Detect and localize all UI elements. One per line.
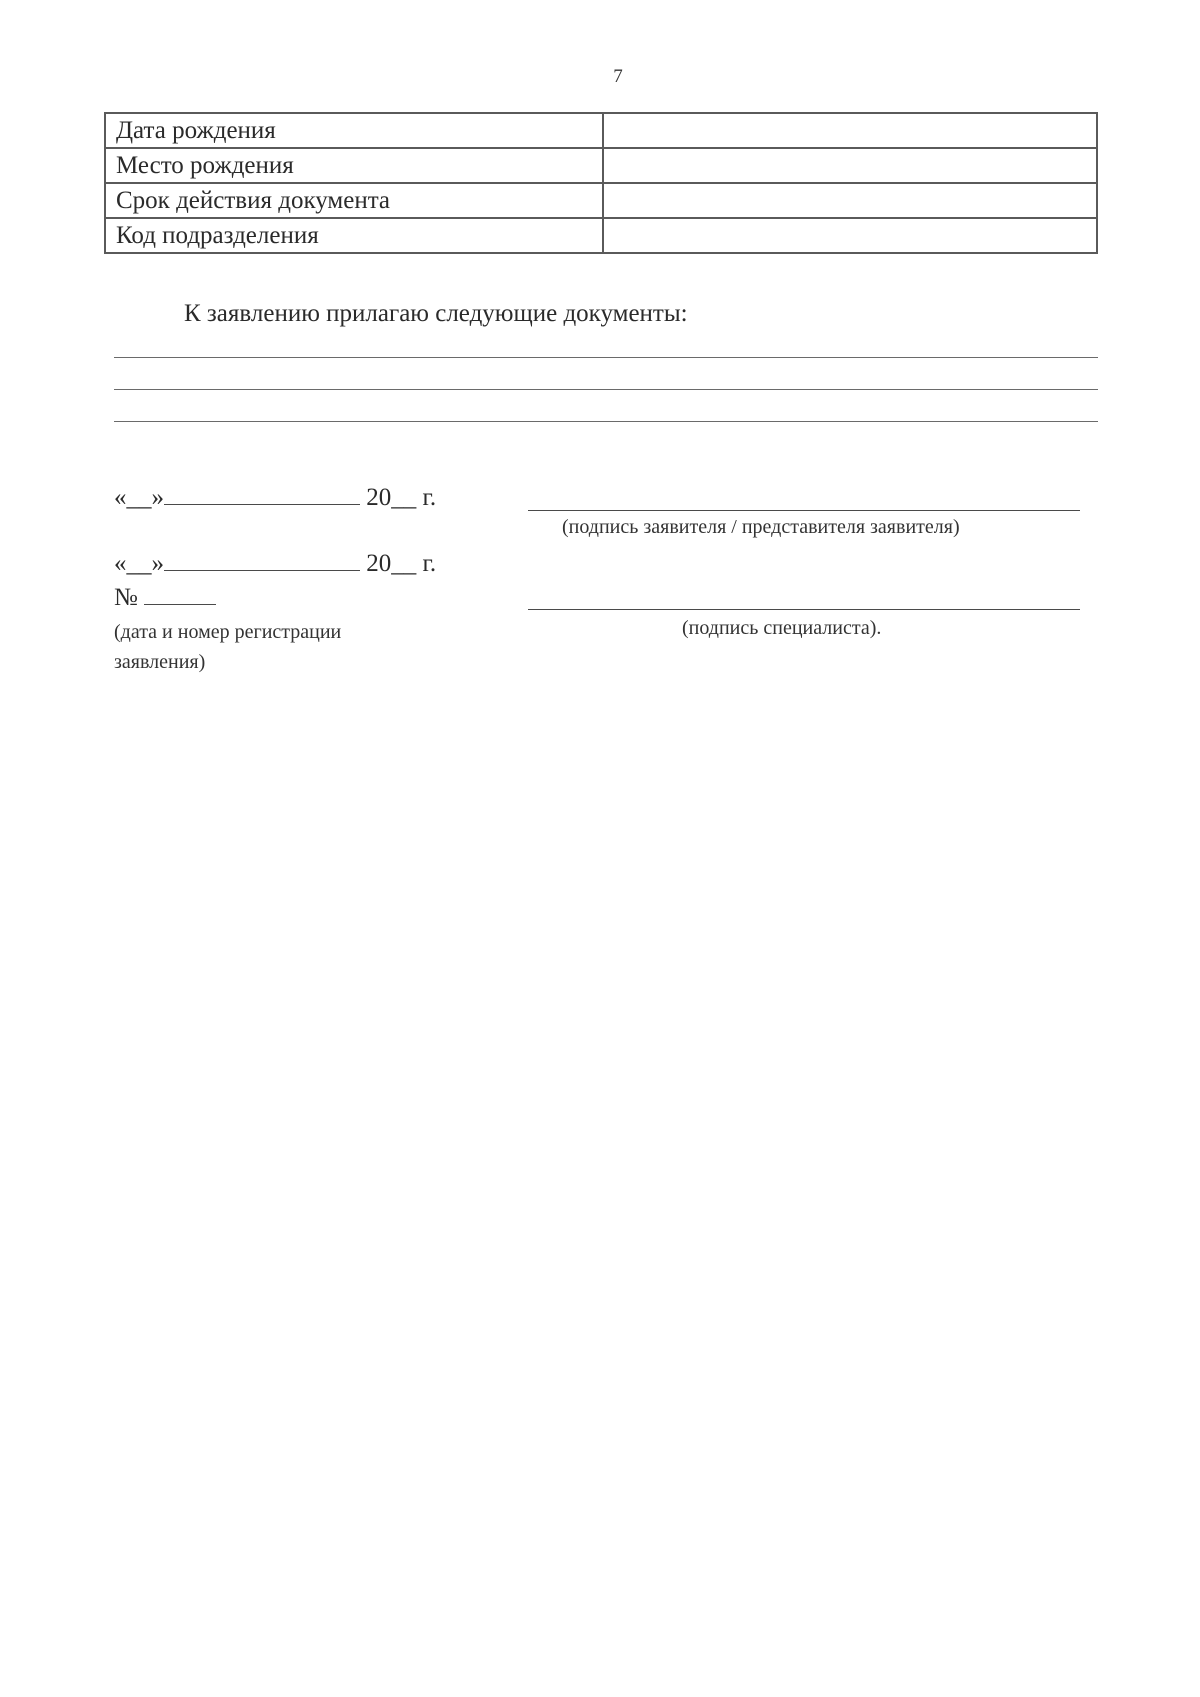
- registration-caption: [114, 617, 414, 677]
- row-value-division-code: [603, 218, 1097, 253]
- applicant-signature-line: [528, 510, 1080, 511]
- attachments-blank-line: [114, 357, 1098, 358]
- table-row: [105, 218, 1097, 253]
- row-value-birth-place: [603, 148, 1097, 183]
- attachments-blank-line: [114, 389, 1098, 390]
- registration-number-field: [144, 584, 216, 605]
- row-value-document-validity: [603, 183, 1097, 218]
- number-sign: №: [114, 584, 138, 611]
- reg-date-year-suffix: г.: [422, 550, 437, 577]
- reg-date-month-field: [164, 550, 360, 571]
- table-row: [105, 113, 1097, 148]
- date-year-suffix: г.: [422, 484, 437, 511]
- specialist-signature-line: [528, 609, 1080, 610]
- specialist-signature-caption: (подпись специалиста).: [682, 617, 882, 639]
- row-label-document-validity: Срок действия документа: [105, 183, 603, 218]
- reg-date-year-field: 20__: [366, 550, 417, 577]
- registration-date: [114, 550, 436, 578]
- row-label-birth-place: Место рождения: [105, 148, 603, 183]
- registration-caption-line: заявления): [114, 651, 206, 673]
- applicant-date: [114, 484, 436, 512]
- row-label-division-code: Код подразделения: [105, 218, 603, 253]
- date-year-field: 20__: [366, 484, 417, 511]
- registration-number: [114, 584, 216, 612]
- table-row: [105, 183, 1097, 218]
- row-value-birth-date: [603, 113, 1097, 148]
- attachments-blank-line: [114, 421, 1098, 422]
- registration-caption-line: (дата и номер регистрации: [114, 621, 342, 643]
- table-row: [105, 148, 1097, 183]
- reg-date-day-field: «__»: [114, 550, 164, 577]
- page-number: 7: [613, 66, 623, 87]
- date-month-field: [164, 484, 360, 505]
- row-label-birth-date: Дата рождения: [105, 113, 603, 148]
- applicant-signature-caption: (подпись заявителя / представителя заявителя): [562, 516, 960, 538]
- passport-details-table: [104, 112, 1098, 254]
- date-day-field: «__»: [114, 484, 164, 511]
- attachments-heading: К заявлению прилагаю следующие документы:: [184, 300, 688, 327]
